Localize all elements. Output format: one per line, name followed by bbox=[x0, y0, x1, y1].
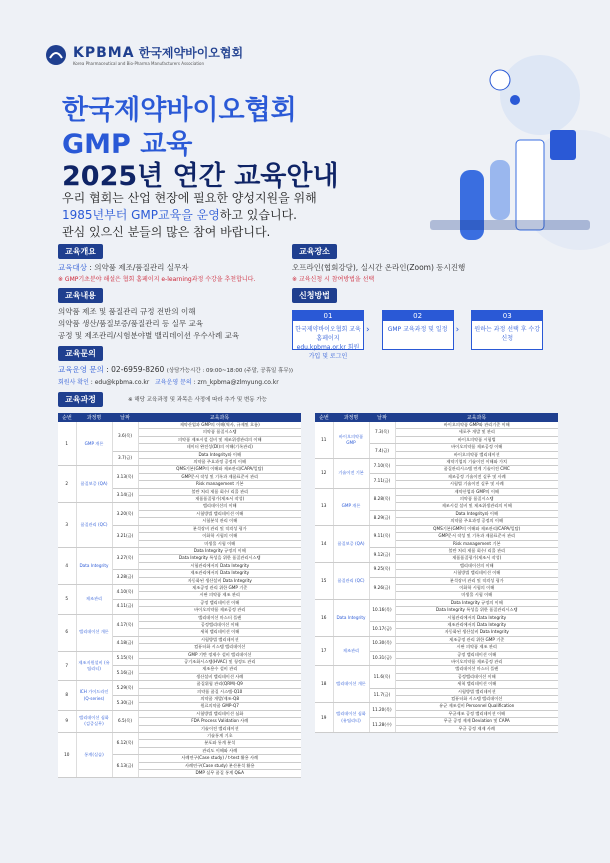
course-subject: 밸리데이션의 이해 bbox=[138, 503, 301, 510]
course-name: 통계(실습) bbox=[76, 733, 112, 777]
course-subject: 이화학 시험의 이해 bbox=[138, 533, 301, 540]
course-subject: 시험관리에서의 Data Integrity bbox=[395, 614, 558, 621]
intro-highlight: 1985년부터 GMP교육을 운영 bbox=[62, 208, 220, 222]
contact-label1: 교육운영 문의 bbox=[58, 365, 104, 374]
course-date: 11.6(목) bbox=[369, 666, 395, 688]
course-no: 16 bbox=[315, 599, 333, 636]
course-name: 품질보증 (QA) bbox=[76, 466, 112, 503]
course-no: 1 bbox=[58, 422, 76, 466]
course-no: 9 bbox=[58, 710, 76, 732]
course-no: 3 bbox=[58, 503, 76, 547]
course-subject: 제조공정 관리 위한 GMP 기준 bbox=[138, 584, 301, 591]
step-no: 03 bbox=[472, 311, 542, 321]
method-tag: 신청방법 bbox=[292, 288, 337, 303]
course-subject: 제조관리에서의 Data Integrity bbox=[395, 621, 558, 628]
course-subject: 불만 처리 제품 회수/ 리콜 관리 bbox=[138, 488, 301, 495]
course-subject: 제조공정 관리 위한 GMP 기준 bbox=[395, 636, 558, 643]
course-date: 10.16(목) bbox=[369, 599, 395, 621]
course-subject: 공기조화시스템(HVAC) 및 청정도 관리 bbox=[138, 659, 301, 666]
org-sub: Korea Pharmaceutical and Bio-Pharma Manufacturers Association bbox=[73, 61, 204, 66]
arrow-right-icon: › bbox=[366, 325, 370, 335]
course-subject: 세척 밸리데이션 이해 bbox=[138, 629, 301, 636]
course-subject: 무균제조 공정 밸리데이션 이해 bbox=[395, 710, 558, 717]
step-no: 01 bbox=[293, 311, 363, 321]
contact-email1[interactable]: : edu@kpbma.co.kr bbox=[88, 379, 150, 386]
course-subject: 사례연구(Case study) / t-test 활용 사례 bbox=[138, 755, 301, 762]
course-subject: 공정 밸리데이션 이해 bbox=[395, 651, 558, 658]
schedule-row bbox=[58, 681, 301, 688]
step-no: 02 bbox=[383, 311, 453, 321]
schedule-row bbox=[58, 547, 301, 554]
course-date: 7.11(금) bbox=[369, 473, 395, 488]
course-subject: 불만 처리 제품 회수/ 리콜 관리 bbox=[395, 547, 558, 554]
course-subject: Data Integrity 규정의 이해 bbox=[395, 599, 558, 606]
course-subject: 바이오의약품 밸리데이션 bbox=[395, 451, 558, 458]
course-subject: Data Integrity 규정의 이해 bbox=[138, 547, 301, 554]
content-section bbox=[58, 288, 288, 342]
course-date: 5.30(금) bbox=[112, 696, 138, 711]
contact-section bbox=[58, 346, 558, 389]
course-subject: 무균 공정 제제 Deviation 및 CAPA bbox=[395, 718, 558, 725]
course-subject: 시험관리에서의 Data Integrity bbox=[138, 562, 301, 569]
course-subject: 바이오의약품 시험법 bbox=[395, 436, 558, 443]
course-date: 10.30(목) bbox=[369, 636, 395, 651]
method-step-2 bbox=[382, 310, 454, 350]
method-step-3 bbox=[471, 310, 543, 350]
course-date: 8.28(목) bbox=[369, 488, 395, 510]
course-name: 밸리데이션 개론 bbox=[76, 614, 112, 651]
course-subject: 원료의약품 GMP-Q7 bbox=[138, 703, 301, 710]
course-name: 품질관리 (QC) bbox=[76, 503, 112, 547]
content-line2: 의약품 생산/품질보증/품질관리 등 실무 교육 bbox=[58, 319, 203, 328]
course-date: 3.21(금) bbox=[112, 525, 138, 547]
schedule-tag: 교육과정 bbox=[58, 392, 103, 407]
course-name: ICH 가이드라인 (Q-series) bbox=[76, 681, 112, 711]
course-date: 9.12(금) bbox=[369, 547, 395, 562]
course-subject: 미생물 시험 이해 bbox=[395, 592, 558, 599]
course-no: 6 bbox=[58, 614, 76, 651]
kpbma-logo-icon bbox=[45, 44, 67, 66]
course-no: 17 bbox=[315, 636, 333, 666]
course-date: 7.10(목) bbox=[369, 459, 395, 474]
method-step-1 bbox=[292, 310, 364, 360]
course-name: 밸리데이션 심화 (유틸리티) bbox=[333, 703, 369, 733]
course-date: 10.17(금) bbox=[369, 621, 395, 636]
course-subject: 제약산업과 GMP의 이해 bbox=[395, 488, 558, 495]
overview-note: ※ GMP기초분야 해설은 협회 홈페이지 e-learning과정 수강을 추천합니다. bbox=[58, 276, 256, 283]
course-subject: QMS기본(GMP의 이해와 제조관리/CAPA/일탈) bbox=[395, 525, 558, 532]
course-subject: 제조시설 설비 및 제조위생관리의 이해 bbox=[395, 503, 558, 510]
course-no: 4 bbox=[58, 547, 76, 584]
course-no: 19 bbox=[315, 703, 333, 733]
title-line3: 2025년 연간 교육안내 bbox=[62, 161, 339, 192]
title-line1: 한국제약바이오협회 bbox=[62, 95, 297, 126]
course-date: 11.20(목) bbox=[369, 703, 395, 718]
course-no: 18 bbox=[315, 666, 333, 703]
course-date: 4.18(금) bbox=[112, 636, 138, 651]
schedule-row bbox=[315, 488, 558, 495]
course-name: 밸리데이션 심화 (검증실무) bbox=[76, 710, 112, 732]
schedule-table-right bbox=[315, 413, 558, 733]
schedule-row bbox=[58, 733, 301, 740]
course-date: 5.15(목) bbox=[112, 651, 138, 666]
intro-text bbox=[62, 190, 317, 241]
course-subject: Risk management 기본 bbox=[395, 540, 558, 547]
schedule-row bbox=[315, 525, 558, 532]
course-date: 3.6(목) bbox=[112, 422, 138, 451]
course-subject: 시험방법 밸리데이션 이해 bbox=[395, 570, 558, 577]
contact-label2: 회원사 확인 bbox=[58, 379, 89, 386]
overview-value: : 의약품 제조/품질관리 실무자 bbox=[86, 263, 189, 272]
course-date: 3.28(금) bbox=[112, 570, 138, 585]
col-subject: 교육과목 bbox=[395, 413, 558, 422]
course-subject: 컴퓨터화 시스템 밸리데이션 bbox=[395, 696, 558, 703]
title-line2: GMP 교육 bbox=[62, 129, 193, 160]
course-date: 9.25(목) bbox=[369, 562, 395, 577]
course-subject: 제약산업과 GMP의 이해(역사, 규제및 흐름) bbox=[138, 422, 301, 429]
course-subject: 바이오의약품 제조공정 관리 bbox=[395, 659, 558, 666]
schedule-row bbox=[58, 614, 301, 621]
course-name: 제조관리 bbox=[76, 584, 112, 614]
course-subject: 제조관리에서의 Data Integrity bbox=[138, 570, 301, 577]
course-subject: 의약품 품질시스템 bbox=[395, 496, 558, 503]
course-subject: Data Integrity 특성을 위한 품질관리시스템 bbox=[395, 607, 558, 614]
course-date: 3.14(금) bbox=[112, 488, 138, 503]
course-name: 바이오의약품 GMP bbox=[333, 422, 369, 459]
course-name: 품질보증 (QA) bbox=[333, 525, 369, 562]
course-no: 15 bbox=[315, 562, 333, 599]
course-subject: 분포와 통계 분석 bbox=[138, 740, 301, 747]
col-date: 날짜 bbox=[369, 413, 395, 422]
course-name: 기술이전 기본 bbox=[333, 459, 369, 489]
course-subject: GMP문서 작성 및 기록과 제품표준서 관리 bbox=[395, 533, 558, 540]
schedule-row bbox=[315, 562, 558, 569]
course-subject: 의약품 개발/제조-Q8 bbox=[138, 696, 301, 703]
course-subject: 시판 의약품 제조 관리 bbox=[138, 592, 301, 599]
course-date: 7.4(금) bbox=[369, 444, 395, 459]
course-subject: 분석장비 관리 및 적격성 평가 bbox=[395, 577, 558, 584]
overview-section bbox=[58, 244, 288, 283]
course-date: 9.26(금) bbox=[369, 577, 395, 599]
course-name: 밸리데이션 개론 bbox=[333, 666, 369, 703]
course-subject: 세포주 개발 및 관리 bbox=[395, 429, 558, 436]
course-date: 4.11(금) bbox=[112, 599, 138, 614]
overview-label: 교육대상 bbox=[58, 263, 87, 272]
course-subject: 제조공정 기술이전 실무 및 사례 bbox=[395, 473, 558, 480]
course-name: 제조지원설비 (유틸리티) bbox=[76, 651, 112, 681]
course-subject: 밸리데이션 마스터 플랜 bbox=[138, 614, 301, 621]
course-date: 3.7(금) bbox=[112, 451, 138, 466]
course-subject: 시험방법 밸리데이션 bbox=[395, 688, 558, 695]
course-subject: 사례연구(Case study) 분산분석 활용 bbox=[138, 762, 301, 769]
course-subject: 공정 밸리데이션 이해 bbox=[138, 599, 301, 606]
schedule-row bbox=[58, 466, 301, 473]
course-subject: 컴퓨터화 시스템 밸리데이션 bbox=[138, 644, 301, 651]
course-no: 10 bbox=[58, 733, 76, 777]
course-date: 3.27(목) bbox=[112, 547, 138, 569]
course-subject: GMP문서 작성 및 기록과 제품표준서 관리 bbox=[138, 473, 301, 480]
course-no: 12 bbox=[315, 459, 333, 489]
schedule-row bbox=[58, 422, 301, 429]
schedule-note: ※ 해당 교육과정 및 과목은 사정에 따라 추가 및 변동 가능 bbox=[128, 397, 267, 403]
course-date: 5.16(금) bbox=[112, 666, 138, 681]
col-course: 과정명 bbox=[76, 413, 112, 422]
course-date: 6.5(목) bbox=[112, 710, 138, 732]
course-subject: 바이오의약품 GMP와 관리기준 이해 bbox=[395, 422, 558, 429]
course-date: 3.13(목) bbox=[112, 466, 138, 488]
course-subject: QMS기본(GMP의 이해와 제조관리/CAPA/일탈) bbox=[138, 466, 301, 473]
place-note: ※ 교육신청 시 참여방법을 선택 bbox=[292, 276, 375, 283]
course-name: Data Integrity bbox=[333, 599, 369, 636]
course-subject: 공정밸리데이션 이해 bbox=[395, 673, 558, 680]
course-subject: 데이터 완전성(DI)의 이해(기록관리) bbox=[138, 444, 301, 451]
course-name: 제조관리 bbox=[333, 636, 369, 666]
course-name: GMP 개론 bbox=[76, 422, 112, 466]
course-name: 품질관리 (QC) bbox=[333, 562, 369, 599]
intro-line1: 우리 협회는 산업 현장에 필요한 양성지원을 위해 bbox=[62, 191, 317, 205]
course-subject: 제약기업의 기술이전 이해와 가치 bbox=[395, 459, 558, 466]
col-no: 순번 bbox=[315, 413, 333, 422]
course-subject: 시험방법 밸리데이션 이해 bbox=[138, 510, 301, 517]
course-subject: 시험분석 관리 이해 bbox=[138, 518, 301, 525]
place-section bbox=[292, 244, 552, 283]
course-subject: 시판 의약품 제조 관리 bbox=[395, 644, 558, 651]
schedule-row bbox=[315, 636, 558, 643]
course-subject: 제조용수 설비 관리 bbox=[138, 666, 301, 673]
course-subject: FDA Process Validation 사례 bbox=[138, 718, 301, 725]
contact-hours: (상담가능시간 : 09:00~18:00 (주말, 공휴일 휴무)) bbox=[166, 368, 293, 374]
course-subject: 기술이전 밸리데이션 bbox=[138, 725, 301, 732]
course-no: 7 bbox=[58, 651, 76, 681]
course-subject: 유균 제조설비 Personnel Qualification bbox=[395, 703, 558, 710]
course-subject: 무균 공정 제제 사례 bbox=[395, 725, 558, 732]
course-date: 11.28(수) bbox=[369, 718, 395, 733]
step-text: 한국제약바이오협회 교육 홈페이지 edu.kpbma.or.kr 회원가입 및 로그인 bbox=[295, 326, 361, 360]
schedule-row bbox=[315, 422, 558, 429]
course-subject: 바이오의약품 제조공정 관리 bbox=[138, 607, 301, 614]
col-date: 날짜 bbox=[112, 413, 138, 422]
contact-label3: 교육운영 문의 bbox=[155, 379, 192, 386]
course-subject: 시험법 기술이전 실무 및 사례 bbox=[395, 481, 558, 488]
course-subject: 시험방법 밸리데이션 bbox=[138, 636, 301, 643]
course-subject: Risk management 기본 bbox=[138, 481, 301, 488]
course-subject: 의약품 제조시설 설비 및 제조위생관리의 이해 bbox=[138, 436, 301, 443]
schedule-row bbox=[58, 710, 301, 717]
course-date: 4.17(목) bbox=[112, 614, 138, 636]
course-subject: 생산설비 밸리데이션 사례 bbox=[138, 673, 301, 680]
course-date: 9.11(목) bbox=[369, 525, 395, 547]
contact-phone: : 02-6959-8260 bbox=[103, 365, 165, 374]
org-abbr: KPBMA bbox=[73, 45, 135, 61]
course-date: 11.7(금) bbox=[369, 688, 395, 703]
course-subject: 세척 밸리데이션 이해 bbox=[395, 681, 558, 688]
intro-line2: 하고 있습니다. bbox=[219, 208, 297, 222]
schedule-row bbox=[58, 503, 301, 510]
course-subject: Data Integrity와 이해 bbox=[395, 510, 558, 517]
course-subject: 자동화된 생산설비 Data Integrity bbox=[395, 629, 558, 636]
method-section bbox=[292, 288, 562, 360]
course-no: 13 bbox=[315, 488, 333, 525]
col-course: 과정명 bbox=[333, 413, 369, 422]
course-subject: 분석장비 관리 및 적격성 평가 bbox=[138, 525, 301, 532]
place-tag: 교육장소 bbox=[292, 244, 337, 259]
schedule-row bbox=[315, 666, 558, 673]
overview-tag: 교육개요 bbox=[58, 244, 103, 259]
col-no: 순번 bbox=[58, 413, 76, 422]
course-no: 5 bbox=[58, 584, 76, 614]
course-date: 7.3(목) bbox=[369, 422, 395, 444]
course-subject: 기술통계 기초 bbox=[138, 733, 301, 740]
step-text: GMP 교육과정 및 일정 bbox=[387, 326, 448, 333]
course-subject: 의약품 주요과정 공정의 이해 bbox=[395, 518, 558, 525]
course-subject: 밸리데이션의 이해 bbox=[395, 562, 558, 569]
course-date: 6.13(금) bbox=[112, 755, 138, 777]
course-subject: 의약품 품질 시스템-Q10 bbox=[138, 688, 301, 695]
course-date: 3.20(목) bbox=[112, 503, 138, 525]
course-date: 5.29(목) bbox=[112, 681, 138, 696]
schedule-row bbox=[315, 459, 558, 466]
course-date: 10.31(금) bbox=[369, 651, 395, 666]
col-subject: 교육과목 bbox=[138, 413, 301, 422]
course-subject: DMP 실무 품질 통계 Q&A bbox=[138, 770, 301, 777]
course-no: 2 bbox=[58, 466, 76, 503]
course-subject: 품질위험 관리(QRM)-Q9 bbox=[138, 681, 301, 688]
course-subject: GMP 기반 정제수 설비 밸리데이션 bbox=[138, 651, 301, 658]
schedule-row bbox=[58, 584, 301, 591]
content-line3: 공정 및 제조관리/시험분야별 밸리데이션 우수사례 교육 bbox=[58, 331, 240, 340]
course-name: GMP 개론 bbox=[333, 488, 369, 525]
course-subject: Data Integrity 특성을 위한 품질관리시스템 bbox=[138, 555, 301, 562]
course-subject: 의약품 품질시스템 bbox=[138, 429, 301, 436]
course-subject: 제품품질평가(제조서 작성) bbox=[138, 496, 301, 503]
course-subject: 자동화된 생산설비 Data Integrity bbox=[138, 577, 301, 584]
course-subject: 관리도 이해와 사례 bbox=[138, 747, 301, 754]
schedule-table-left bbox=[58, 413, 301, 778]
schedule-row bbox=[58, 651, 301, 658]
kpbma-logo bbox=[45, 44, 243, 66]
course-name: Data Integrity bbox=[76, 547, 112, 584]
schedule-row bbox=[315, 703, 558, 710]
course-subject: 바이오의약품 제조공정 이해 bbox=[395, 444, 558, 451]
contact-tag: 교육문의 bbox=[58, 346, 103, 361]
schedule-row bbox=[315, 599, 558, 606]
course-no: 11 bbox=[315, 422, 333, 459]
course-subject: 미생물 시험 이해 bbox=[138, 540, 301, 547]
contact-email2[interactable]: : zrn_kpbma@zlmyung.co.kr bbox=[191, 379, 279, 386]
content-line1: 의약품 제조 및 품질관리 규정 전반의 이해 bbox=[58, 307, 196, 316]
course-no: 14 bbox=[315, 525, 333, 562]
course-subject: 제품품질평가(제조서 작성) bbox=[395, 555, 558, 562]
org-name: 한국제약바이오협회 bbox=[138, 46, 244, 60]
step-text: 원하는 과정 선택 후 수강신청 bbox=[474, 326, 541, 342]
course-subject: 의약품 주요과정 공정의 이해 bbox=[138, 459, 301, 466]
content-tag: 교육내용 bbox=[58, 288, 103, 303]
arrow-right-icon: › bbox=[455, 325, 460, 335]
course-subject: 이화학 시험의 이해 bbox=[395, 584, 558, 591]
course-date: 4.10(목) bbox=[112, 584, 138, 599]
course-subject: 공정밸리데이션 이해 bbox=[138, 621, 301, 628]
course-date: 8.29(금) bbox=[369, 510, 395, 525]
course-no: 8 bbox=[58, 681, 76, 711]
course-subject: 시험방법 밸리데이션 심화 bbox=[138, 710, 301, 717]
course-subject: Data Integrity와 이해 bbox=[138, 451, 301, 458]
course-date: 6.12(목) bbox=[112, 733, 138, 755]
course-subject: 밸리데이션 마스터 플랜 bbox=[395, 666, 558, 673]
course-subject: 품질관리시스템 연계 기술이전 CMC bbox=[395, 466, 558, 473]
place-value: 오프라인(협회강당), 실시간 온라인(Zoom) 동시진행 bbox=[292, 263, 466, 272]
intro-line3: 관심 있으신 분들의 많은 참여 바랍니다. bbox=[62, 225, 271, 239]
